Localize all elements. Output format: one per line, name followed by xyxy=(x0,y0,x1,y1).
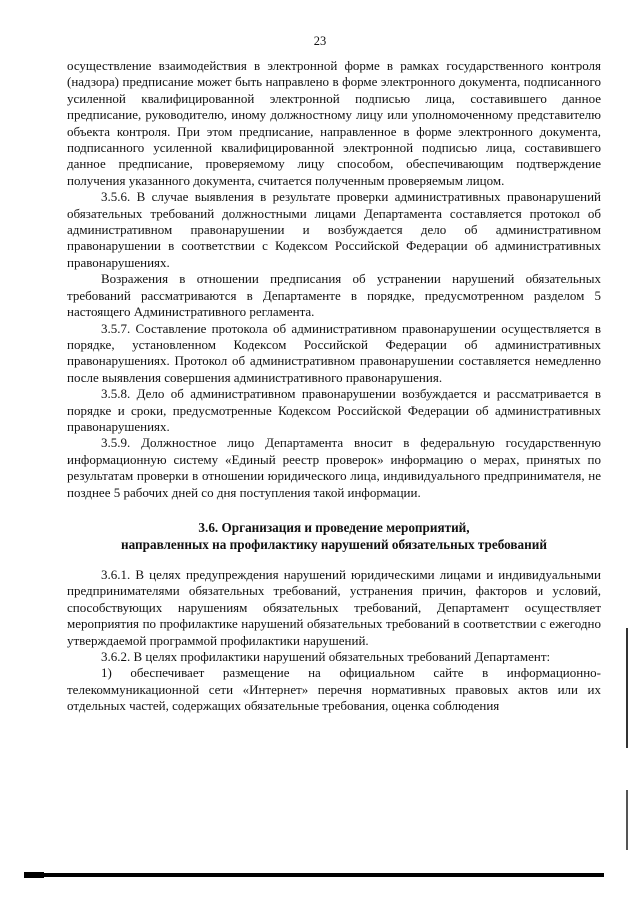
paragraph-3-5-9: 3.5.9. Должностное лицо Департамента вносит в федеральную государственную информационную систему «Единый реестр проверок» информацию о мерах, принятых по результатам проверки в отношении юридического лица, индивидуального предпринимателя, не позднее 5 рабочих дней со дня поступления такой информации. xyxy=(67,435,601,500)
paragraph-item-1: 1) обеспечивает размещение на официальном сайте в информационно-телекоммуникационной сети «Интернет» перечня нормативных правовых актов или их отдельных частей, содержащих обязательные требования, оценка соблюдения xyxy=(67,665,601,714)
scan-edge-mark xyxy=(626,628,628,748)
paragraph-objections: Возражения в отношении предписания об устранении нарушений обязательных требований рассматриваются в Департаменте в порядке, предусмотренном разделом 5 настоящего Административного регламента. xyxy=(67,271,601,320)
paragraph-3-6-1: 3.6.1. В целях предупреждения нарушений юридическими лицами и индивидуальными предпринимателями обязательных требований, устранения причин, факторов и условий, способствующих нарушениям обязательных требований, Департамент осуществляет мероприятия по профилактике нарушений обязательных требований в соответствии с ежегодно утверждаемой программой профилактики нарушений. xyxy=(67,566,601,648)
scan-edge-mark-lower xyxy=(626,790,628,850)
paragraph-3-5-6: 3.5.6. В случае выявления в результате проверки административных правонарушений обязательных требований должностными лицами Департамента составляется протокол об административном правонарушении и возбуждается дело об административном правонарушении в соответствии с Кодексом Российской Федерации об административных правонарушениях. xyxy=(67,189,601,270)
paragraph-3-5-7: 3.5.7. Составление протокола об административном правонарушении осуществляется в порядке, установленном Кодексом Российской Федерации об административных правонарушениях. Протокол об административном правонарушении составляется немедленно после выявления совершения административного правонарушения. xyxy=(67,320,601,385)
section-heading-line-1: 3.6. Организация и проведение мероприятий, xyxy=(198,519,470,535)
paragraph-3-5-8: 3.5.8. Дело об административном правонарушении возбуждается и рассматривается в порядке и сроки, предусмотренные Кодексом Российской Федерации об административных правонарушениях. xyxy=(67,386,601,434)
page-number: 23 xyxy=(313,34,327,48)
document-body xyxy=(67,58,601,715)
paragraph-3-6-2: 3.6.2. В целях профилактики нарушений обязательных требований Департамент: xyxy=(101,649,551,664)
section-heading-line-2: направленных на профилактику нарушений обязательных требований xyxy=(121,536,547,552)
scan-bottom-rule xyxy=(24,873,604,877)
paragraph-continuation: осуществление взаимодействия в электронной форме в рамках государственного контроля (надзора) предписание может быть направлено в форме электронного документа, подписанного усиленной квалифицированной электронной подписью лица, составившего данное предписание, руководителю, иному должностному лицу или уполномоченному представителю объекта контроля. При этом предписание, направленное в форме электронного документа, подписанного усиленной квалифицированной электронной подписью лица, составившего данное предписание, проверяемому лицу способом, обеспечивающим подтверждение получения указанного документа, считается полученным проверяемым лицом. xyxy=(67,58,601,188)
section-heading xyxy=(67,519,601,553)
